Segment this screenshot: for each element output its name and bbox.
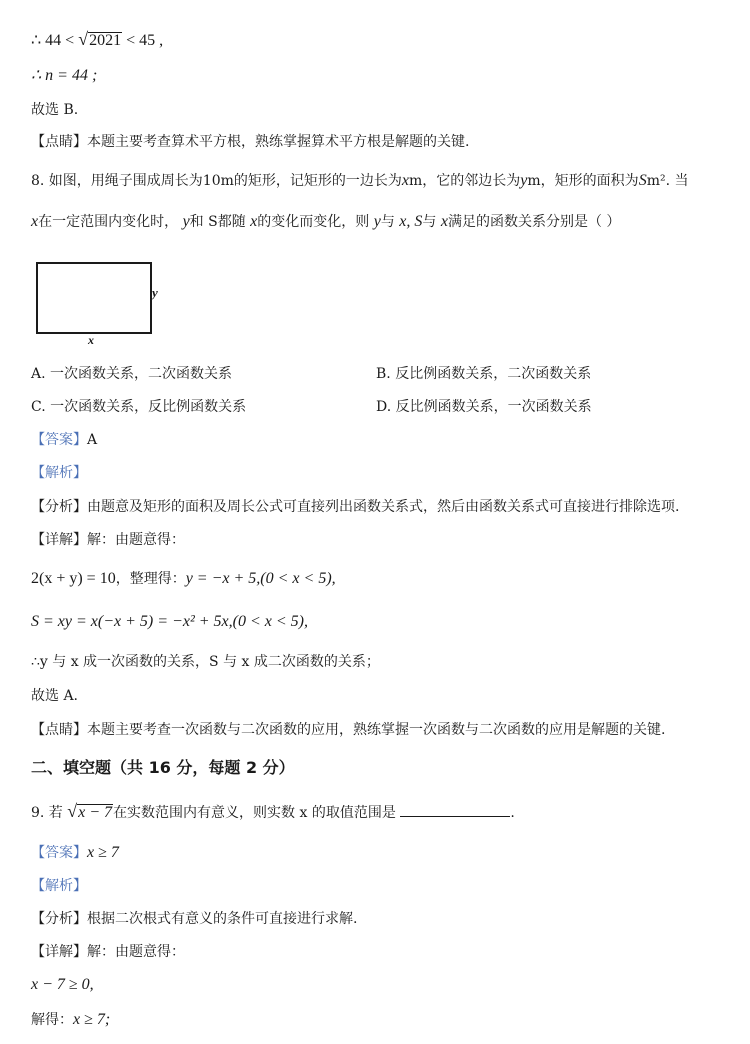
q8-line1 [31, 171, 688, 191]
text: 解：由题意得： [87, 532, 185, 548]
text: 在实数范围内有意义，则实数 x 的取值范围是 [113, 805, 396, 821]
var: y [520, 172, 528, 189]
option-a: A. 一次函数关系，二次函数关系 [31, 366, 233, 382]
var: x [250, 213, 258, 230]
var: y [373, 213, 381, 230]
label-x: x [88, 333, 94, 347]
tag: 【分析】 [31, 911, 87, 927]
text: m，矩形的面积为 [527, 173, 639, 189]
text: 的变化而变化，则 [257, 214, 370, 230]
var: x [401, 172, 410, 189]
xiangjie2-line [31, 942, 185, 962]
text: 在一定范围内变化时， [38, 214, 179, 230]
math: x ≥ 7; [73, 1011, 111, 1028]
fenxi2-line [31, 909, 357, 929]
line-n-equals: ∴ n = 44 ; [31, 67, 98, 84]
var: x [440, 213, 448, 230]
radical-sign: √ [78, 29, 89, 49]
xiangjie-line [31, 530, 185, 550]
radical-sign: √ [67, 801, 78, 821]
math: 2(x + y) = 10 [31, 570, 116, 587]
answer-value: A [87, 432, 98, 448]
section-heading: 二、填空题（共 16 分，每题 2 分） [31, 758, 295, 777]
equation-2: S = xy = x(−x + 5) = −x² + 5x,(0 < x < 5), [31, 613, 308, 630]
answer-line [31, 430, 97, 450]
tag: 【详解】 [31, 944, 87, 960]
text: 本题主要考查算术平方根，熟练掌握算术平方根是解题的关键. [87, 134, 470, 150]
option-b: B. 反比例函数关系，二次函数关系 [376, 366, 592, 382]
var: y [182, 213, 190, 230]
line-choice-b: 故选 B. [31, 102, 79, 118]
fenxi-line [31, 497, 679, 517]
text: 和 S都随 [189, 214, 246, 230]
var: x, S [399, 213, 423, 230]
var: S [638, 172, 647, 189]
solution-line [31, 1010, 110, 1030]
tag: 【点睛】 [31, 722, 87, 738]
q8-line2 [31, 212, 620, 232]
text: 与 [380, 214, 395, 230]
text: m². 当 [646, 173, 689, 189]
label-y: y [152, 285, 158, 300]
answer-value: x ≥ 7 [87, 844, 119, 861]
tag: 【详解】 [31, 532, 87, 548]
rectangle-shape [36, 262, 152, 334]
option-d: D. 反比例函数关系，一次函数关系 [376, 399, 592, 415]
text: m，它的邻边长为 [409, 173, 521, 189]
text: < 45 , [126, 32, 164, 49]
q9-line [31, 801, 515, 823]
equation-3: x − 7 ≥ 0, [31, 976, 94, 993]
equation-1 [31, 569, 336, 589]
text: 本题主要考查一次函数与二次函数的应用，熟练掌握一次函数与二次函数的应用是解题的关键. [87, 722, 666, 738]
text: 根据二次根式有意义的条件可直接进行求解. [87, 911, 358, 927]
tag: 【分析】 [31, 499, 87, 515]
option-c: C. 一次函数关系，反比例函数关系 [31, 399, 247, 415]
text: 与 [422, 214, 437, 230]
text: 8. 如图，用绳子围成周长为10m的矩形，记矩形的一边长为 [31, 173, 402, 189]
line-sqrt-inequality [31, 29, 163, 51]
radicand: 2021 [89, 32, 122, 49]
rectangle-figure [30, 255, 175, 345]
text: 满足的函数关系分别是（ ） [447, 214, 621, 230]
radicand: x − 7 [78, 804, 113, 821]
text: ，整理得： [115, 571, 186, 587]
text: . [510, 805, 515, 821]
answer2-line [31, 843, 119, 863]
answer-blank [400, 802, 510, 817]
math: y = −x + 5,(0 < x < 5), [185, 570, 336, 587]
text: ∴ 44 < [31, 32, 75, 49]
conclusion-line: ∴y 与 x 成一次函数的关系，S 与 x 成二次函数的关系； [31, 654, 380, 670]
text: 解：由题意得： [87, 944, 185, 960]
answer-tag: 【答案】 [31, 845, 87, 861]
jiexi2-tag: 【解析】 [31, 878, 87, 894]
choice-a-line: 故选 A. [31, 688, 79, 704]
jiexi-tag: 【解析】 [31, 465, 87, 481]
line-dianjing-1 [31, 132, 469, 152]
dianjing-2 [31, 720, 665, 740]
text: 解得： [31, 1012, 73, 1028]
answer-tag: 【答案】 [31, 432, 87, 448]
tag: 【点睛】 [31, 134, 87, 150]
text: 由题意及矩形的面积及周长公式可直接列出函数关系式，然后由函数关系式可直接进行排除选项. [87, 499, 680, 515]
var: x [31, 213, 39, 230]
text: 9. 若 [31, 805, 63, 821]
